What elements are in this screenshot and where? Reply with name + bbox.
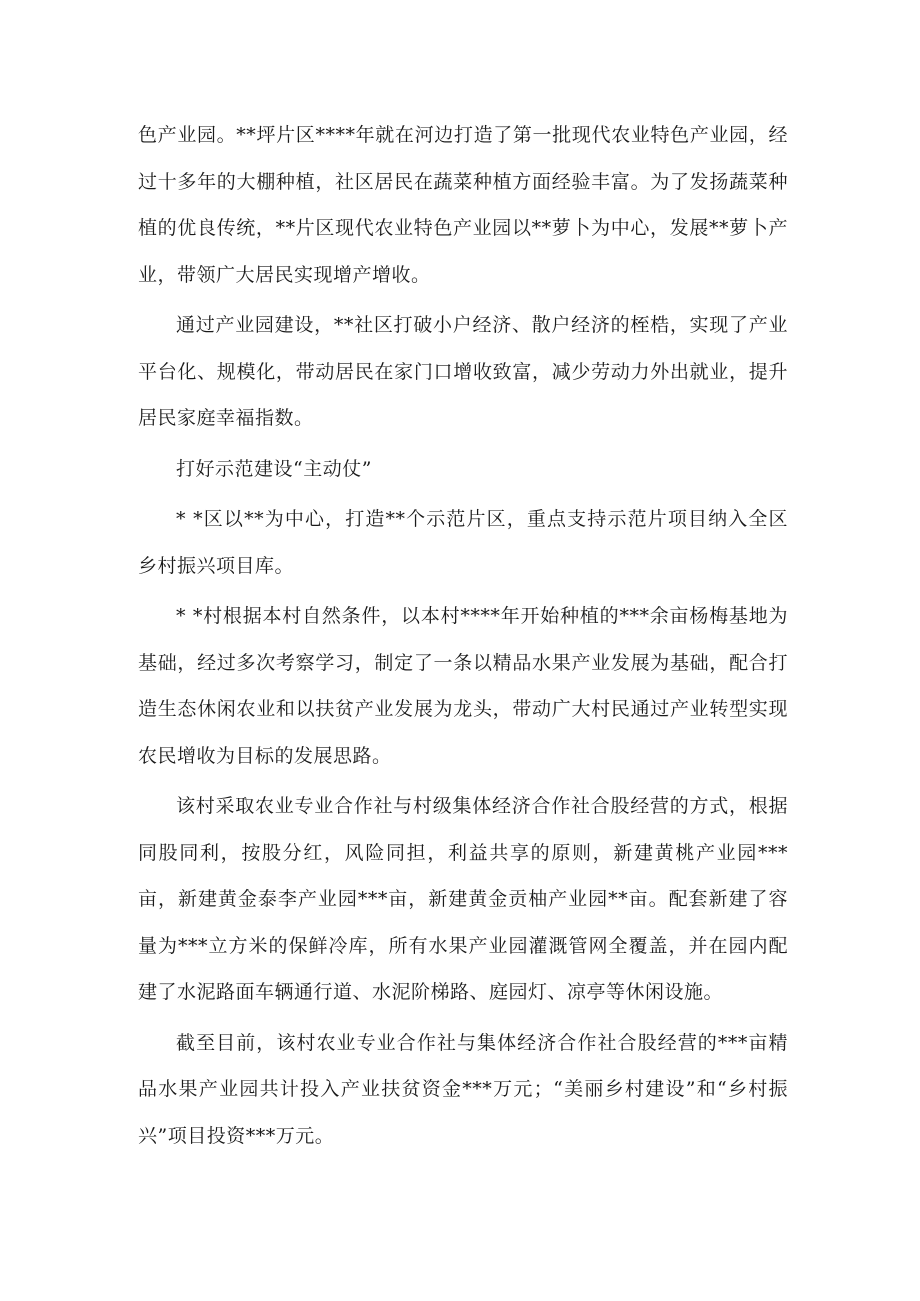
document-page xyxy=(138,112,788,1163)
section-heading-demonstration: 打好示范建设“主动仗” xyxy=(176,457,372,480)
paragraph-demonstration-zone: * *区以**为中心，打造**个示范片区，重点支持示范片项目纳入全区乡村振兴项目库。 xyxy=(138,508,788,577)
paragraph-village-plan: * *村根据本村自然条件，以本村****年开始种植的***余亩杨梅基地为基础，经过多次考察学习，制定了一条以精品水果产业发展为基础，配合打造生态休闲农业和以扶贫产业发展为龙头，带动广大村民通过产业转型实现农民增收为目标的发展思路。 xyxy=(138,605,788,767)
paragraph-continuation: 色产业园。**坪片区****年就在河边打造了第一批现代农业特色产业园，经过十多年的大棚种植，社区居民在蔬菜种植方面经验丰富。为了发扬蔬菜种植的优良传统，**片区现代农业特色产业园以**萝卜为中心，发展**萝卜产业，带领广大居民实现增产增收。 xyxy=(138,124,788,286)
paragraph-cooperative: 该村采取农业专业合作社与村级集体经济合作社合股经营的方式，根据同股同利，按股分红，风险同担，利益共享的原则，新建黄桃产业园***亩，新建黄金泰李产业园***亩，新建黄金贡柚产业园**亩。配套新建了容量为***立方米的保鲜冷库，所有水果产业园灌溉管网全覆盖，并在园内配建了水泥路面车辆通行道、水泥阶梯路、庭园灯、凉亭等休闲设施。 xyxy=(138,795,788,1003)
paragraph-investment: 截至目前，该村农业专业合作社与集体经济合作社合股经营的***亩精品水果产业园共计投入产业扶贫资金***万元；“美丽乡村建设”和“乡村振兴”项目投资***万元。 xyxy=(138,1031,788,1147)
paragraph-community-industry: 通过产业园建设，**社区打破小户经济、散户经济的桎梏，实现了产业平台化、规模化，带动居民在家门口增收致富，减少劳动力外出就业，提升居民家庭幸福指数。 xyxy=(138,314,788,429)
